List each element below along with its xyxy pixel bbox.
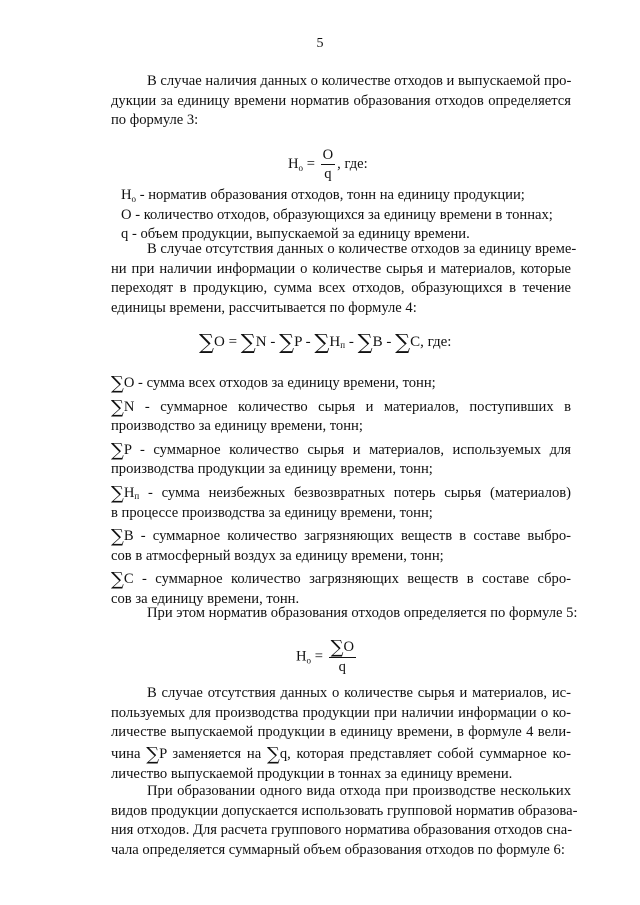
- definition-line: [111, 527, 571, 547]
- definition-symbol: C: [123, 571, 134, 588]
- formula-3: [288, 146, 368, 183]
- definition-line: сов за единицу времени, тонн.: [111, 590, 300, 607]
- fraction-numerator: [329, 638, 356, 658]
- text-line: В случае наличия данных о количестве отходов и выпускаемой про-: [147, 73, 572, 89]
- text-fragment: , которая представляет собой суммарное ко-: [287, 745, 571, 762]
- definition-line: производство за единицу времени, тонн;: [111, 418, 363, 435]
- definition-text: - сумма всех отходов за единицу времени, тонн;: [134, 375, 436, 391]
- text-line: [111, 743, 571, 765]
- definition-line: [111, 441, 571, 461]
- paragraph-5: [111, 782, 578, 860]
- text-line: чала определяется суммарный объем образования отходов по формуле 6:: [111, 841, 565, 858]
- paragraph-1: [111, 72, 571, 131]
- formula-term: B -: [372, 334, 396, 350]
- definition-text: - норматив образования отходов, тонн на единицу продукции;: [136, 187, 525, 203]
- formula-lhs-subscript: о: [298, 162, 304, 173]
- sum-symbol: ∑: [199, 330, 214, 354]
- definition-item: [111, 374, 571, 394]
- formula-tail: , где:: [337, 155, 368, 172]
- definition-line: [111, 374, 571, 394]
- text-line: личестве выпускаемой продукции в единицу времени, в формуле 4 вели-: [111, 724, 571, 741]
- definition-symbol: P: [123, 441, 132, 458]
- definition-symbol: О: [121, 206, 132, 223]
- sum-symbol: ∑: [395, 330, 411, 354]
- text-line: единицы времени, рассчитывается по формуле 4:: [111, 299, 417, 316]
- text-line: В случае отсутствия данных о количестве отходов за единицу време-: [147, 241, 577, 257]
- text-fragment: чина: [111, 745, 147, 762]
- text-line: личество выпускаемой продукции в тоннах за единицу времени.: [111, 765, 513, 782]
- definition-text: - суммарное количество сырья и материалов, поступивших в: [134, 398, 571, 415]
- definition-symbol: O: [123, 375, 135, 391]
- definitions-3: [121, 186, 581, 245]
- definition-text: - суммарное количество загрязняющих веществ в составе выбро-: [133, 528, 571, 545]
- formula-equals: =: [314, 648, 323, 665]
- sum-symbol: ∑: [111, 373, 124, 394]
- sum-symbol: ∑: [111, 396, 124, 418]
- definition-symbol: H: [123, 484, 135, 501]
- formula-term: O =: [214, 334, 241, 350]
- sum-symbol: ∑: [357, 330, 373, 354]
- fraction-numerator: О: [322, 147, 334, 163]
- definition-line: [111, 570, 571, 590]
- sum-symbol: ∑: [111, 569, 124, 591]
- fraction: [329, 638, 356, 676]
- definition-symbol: Н: [121, 187, 132, 203]
- text-line: видов продукции допускается использовать групповой норматив образова-: [111, 802, 578, 819]
- formula-5: [296, 638, 358, 676]
- text-line: При этом норматив образования отходов определяется по формуле 5:: [147, 605, 578, 621]
- definition-symbol-subscript: о: [131, 194, 137, 204]
- sum-symbol: ∑: [266, 743, 280, 765]
- definition-text: - объем продукции, выпускаемой за единицу времени.: [128, 226, 470, 243]
- definition-symbol: B: [123, 528, 134, 545]
- text-line: пользуемых для производства продукции при наличии информации о ко-: [111, 704, 571, 721]
- formula-lhs: Н: [296, 648, 307, 665]
- definition-line: сов в атмосферный воздух за единицу времени, тонн;: [111, 547, 444, 564]
- text-line: ни при наличии информации о количестве сырья и материалов, которые: [111, 260, 571, 277]
- formula-term: -: [345, 334, 358, 350]
- formula-term: N -: [255, 334, 280, 350]
- formula-4: [199, 330, 451, 354]
- definition-item: [111, 484, 571, 523]
- paragraph-3: [147, 604, 577, 624]
- text-line: В случае отсутствия данных о количестве сырья и материалов, ис-: [147, 685, 571, 701]
- definition-item: [111, 527, 571, 566]
- paragraph-2: [111, 240, 577, 318]
- formula-term: H: [329, 334, 341, 350]
- text-line: переходят в продукцию, сумма всех отходов, образующихся в течение: [111, 280, 571, 297]
- formula-lhs: Н: [288, 155, 299, 172]
- sum-symbol: ∑: [111, 526, 124, 548]
- definition-line: [111, 398, 571, 418]
- paragraph-4: [111, 684, 571, 784]
- numerator-symbol: O: [343, 639, 354, 655]
- definition-item: [121, 186, 581, 206]
- text-line: ния отходов. Для расчета группового норматива образования отходов сна-: [111, 822, 573, 839]
- fraction: [321, 146, 336, 183]
- fraction-denominator: q: [338, 659, 346, 675]
- definition-item: [111, 441, 571, 480]
- inline-symbol: q: [279, 745, 288, 762]
- formula-equals: =: [306, 155, 315, 172]
- fraction-denominator: q: [324, 166, 332, 182]
- definition-item: [111, 398, 571, 437]
- text-line: При образовании одного вида отхода при производстве нескольких: [147, 783, 571, 799]
- formula-term: C, где:: [410, 334, 452, 350]
- text-fragment: заменяется на: [166, 745, 267, 762]
- sum-symbol: ∑: [111, 439, 124, 461]
- definition-symbol-subscript: п: [134, 490, 140, 501]
- sum-symbol: ∑: [314, 330, 330, 354]
- definition-line: производства продукции за единицу времени, тонн;: [111, 461, 433, 478]
- definition-symbol: N: [123, 398, 135, 415]
- definition-line: [111, 484, 571, 504]
- definition-text: - сумма неизбежных безвозвратных потерь сырья (материалов): [139, 484, 571, 501]
- text-line: дукции за единицу времени норматив образования отходов определяется: [111, 92, 571, 109]
- text-line: по формуле 3:: [111, 112, 199, 129]
- sum-symbol: ∑: [240, 330, 256, 354]
- definitions-4: [111, 374, 571, 610]
- sum-symbol: ∑: [111, 482, 124, 504]
- definition-item: [121, 206, 581, 226]
- definition-text: - суммарное количество сырья и материалов, используемых для: [131, 441, 571, 458]
- formula-term: P -: [294, 334, 315, 350]
- definition-line: в процессе производства за единицу времени, тонн;: [111, 504, 433, 521]
- formula-term-subscript: п: [340, 340, 346, 350]
- definition-text: - количество отходов, образующихся за единицу времени в тоннах;: [131, 206, 553, 223]
- definition-text: - суммарное количество загрязняющих веществ в составе сбро-: [133, 571, 571, 588]
- sum-symbol: ∑: [330, 637, 344, 658]
- formula-lhs-subscript: о: [306, 655, 312, 666]
- inline-symbol: P: [159, 745, 167, 762]
- sum-symbol: ∑: [279, 330, 295, 354]
- page-number: 5: [316, 36, 324, 51]
- definition-symbol: q: [121, 226, 129, 243]
- sum-symbol: ∑: [146, 743, 160, 765]
